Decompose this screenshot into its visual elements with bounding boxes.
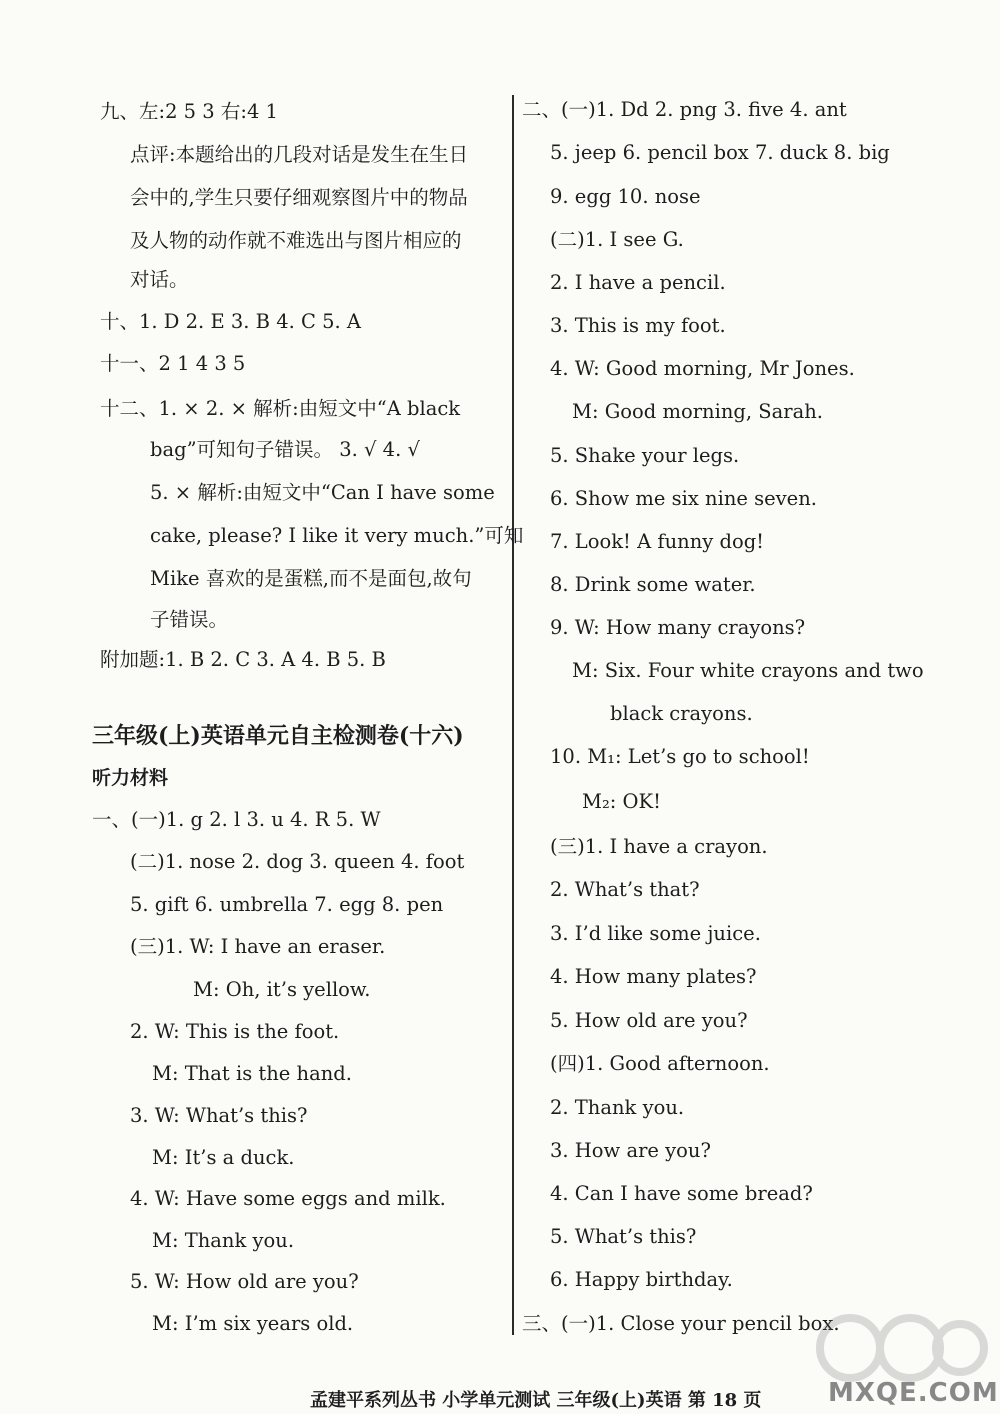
left-text-line: 对话。 bbox=[130, 268, 189, 291]
right-text-line: M: Six. Four white crayons and two bbox=[572, 659, 924, 682]
right-text-line: 9. W: How many crayons? bbox=[550, 616, 806, 639]
left-text-line: Mike 喜欢的是蛋糕,而不是面包,故句 bbox=[150, 567, 472, 590]
left-text-line: cake, please? I like it very much.”可知 bbox=[150, 524, 524, 547]
left-text-line: 三年级(上)英语单元自主检测卷(十六) bbox=[92, 723, 464, 749]
right-text-line: 9. egg 10. nose bbox=[550, 185, 701, 208]
right-text-line: 3. This is my foot. bbox=[550, 314, 726, 337]
left-text-line: 九、左:2 5 3 右:4 1 bbox=[100, 100, 278, 123]
right-text-line: 3. How are you? bbox=[550, 1139, 711, 1162]
right-text-line: 2. I have a pencil. bbox=[550, 271, 726, 294]
right-text-line: 4. W: Good morning, Mr Jones. bbox=[550, 357, 855, 380]
right-text-line: 7. Look! A funny dog! bbox=[550, 530, 765, 553]
left-text-line: M: Thank you. bbox=[152, 1229, 295, 1252]
right-text-line: 6. Happy birthday. bbox=[550, 1268, 733, 1291]
right-text-line: 5. How old are you? bbox=[550, 1009, 748, 1032]
left-text-line: 2. W: This is the foot. bbox=[130, 1020, 340, 1043]
right-text-line: black crayons. bbox=[610, 702, 753, 725]
right-text-line: 5. jeep 6. pencil box 7. duck 8. big bbox=[550, 141, 890, 164]
left-text-line: (三)1. W: I have an eraser. bbox=[130, 935, 386, 958]
right-text-line: 5. Shake your legs. bbox=[550, 444, 740, 467]
right-text-line: 4. How many plates? bbox=[550, 965, 757, 988]
left-text-line: M: I’m six years old. bbox=[152, 1312, 354, 1335]
left-text-line: 十、1. D 2. E 3. B 4. C 5. A bbox=[100, 310, 362, 333]
left-text-line: 子错误。 bbox=[150, 608, 229, 631]
right-text-line: 6. Show me six nine seven. bbox=[550, 487, 817, 510]
left-text-line: 4. W: Have some eggs and milk. bbox=[130, 1187, 446, 1210]
right-text-line: M₂: OK! bbox=[582, 790, 661, 813]
column-divider bbox=[512, 95, 514, 1335]
left-text-line: 及人物的动作就不难选出与图片相应的 bbox=[130, 229, 462, 252]
left-text-line: 3. W: What’s this? bbox=[130, 1104, 308, 1127]
right-text-line: 2. What’s that? bbox=[550, 878, 700, 901]
left-text-line: M: Oh, it’s yellow. bbox=[193, 978, 371, 1001]
left-text-line: 5. W: How old are you? bbox=[130, 1270, 359, 1293]
right-text-line: 8. Drink some water. bbox=[550, 573, 756, 596]
left-text-line: 附加题:1. B 2. C 3. A 4. B 5. B bbox=[100, 648, 386, 671]
right-text-line: (二)1. I see G. bbox=[550, 228, 684, 251]
right-text-line: 5. What’s this? bbox=[550, 1225, 697, 1248]
right-text-line: M: Good morning, Sarah. bbox=[572, 400, 823, 423]
watermark-text: MXQE.COM bbox=[828, 1378, 999, 1408]
right-text-line: 二、(一)1. Dd 2. png 3. five 4. ant bbox=[522, 98, 847, 121]
right-text-line: (四)1. Good afternoon. bbox=[550, 1052, 770, 1075]
page-footer: 孟建平系列丛书 小学单元测试 三年级(上)英语 第 18 页 bbox=[310, 1390, 762, 1411]
left-text-line: 十一、2 1 4 3 5 bbox=[100, 352, 246, 375]
left-text-line: M: That is the hand. bbox=[152, 1062, 352, 1085]
left-text-line: bag”可知句子错误。 3. √ 4. √ bbox=[150, 438, 420, 461]
right-text-line: (三)1. I have a crayon. bbox=[550, 835, 768, 858]
left-text-line: 点评:本题给出的几段对话是发生在生日 bbox=[130, 143, 469, 166]
right-text-line: 2. Thank you. bbox=[550, 1096, 685, 1119]
left-text-line: 听力材料 bbox=[92, 767, 169, 789]
left-text-line: 一、(一)1. g 2. l 3. u 4. R 5. W bbox=[92, 808, 381, 831]
right-text-line: 4. Can I have some bread? bbox=[550, 1182, 813, 1205]
right-text-line: 10. M₁: Let’s go to school! bbox=[550, 745, 810, 768]
left-text-line: 会中的,学生只要仔细观察图片中的物品 bbox=[130, 186, 468, 209]
left-text-line: (二)1. nose 2. dog 3. queen 4. foot bbox=[130, 850, 465, 873]
left-text-line: 5. × 解析:由短文中“Can I have some bbox=[150, 481, 495, 504]
left-text-line: M: It’s a duck. bbox=[152, 1146, 295, 1169]
right-text-line: 3. I’d like some juice. bbox=[550, 922, 761, 945]
left-text-line: 十二、1. × 2. × 解析:由短文中“A black bbox=[100, 397, 461, 420]
right-text-line: 三、(一)1. Close your pencil box. bbox=[522, 1312, 840, 1335]
left-text-line: 5. gift 6. umbrella 7. egg 8. pen bbox=[130, 893, 444, 916]
